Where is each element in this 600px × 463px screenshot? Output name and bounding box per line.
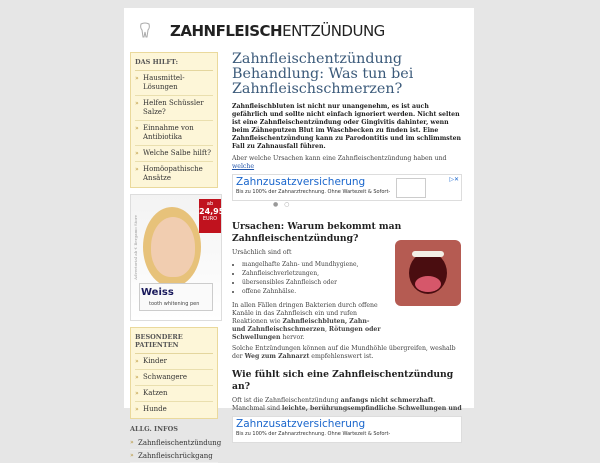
intro-link[interactable]: welche	[232, 163, 255, 170]
sidebar-link-homoeopathie[interactable]: » Homöopathische Ansätze	[135, 164, 213, 184]
paragraph-zahnarzt: Solche Entzündungen können auf die Mundhöhle übergreifen, weshalb der Weg zum Zahnarzt empfehlenswert ist.	[232, 345, 456, 360]
sidebar-link-entzuendung[interactable]: » Zahnfleischentzündung	[130, 437, 218, 450]
sidebar-box-title: DAS HILFT:	[135, 56, 213, 71]
sidebar-link-hausmittel[interactable]: » Hausmittel-Lösungen	[135, 73, 213, 96]
ad-title[interactable]: Zahnzusatzversicherung	[236, 418, 366, 430]
ad-banner-bottom[interactable]	[232, 416, 462, 443]
sidebar-box-patients	[130, 327, 218, 419]
intro-text: Aber welche Ursachen kann eine Zahnfleischentzündung haben und welche	[232, 155, 447, 170]
sidebar-ad-banner[interactable]	[130, 194, 225, 321]
ad-close-icon[interactable]: ▷✕	[449, 176, 459, 183]
sidebar-link-salbe[interactable]: » Welche Salbe hilft?	[135, 148, 213, 162]
ad-brand: Weiss	[141, 287, 174, 298]
site-header	[124, 8, 474, 52]
page-title: Zahnfleischentzündung Behandlung: Was tun bei Zahnfleischschmerzen?	[232, 51, 414, 97]
intro-bold: Zahnfleischbluten ist nicht nur unangenehm, es ist auch gefährlich und sollte nicht einfach ignoriert werden. Nicht selten ist eine Zahnfleischentzündung oder Gingivitis dahinter, wenn beim Zähneputzen Blut im Waschbecken zu finden ist. Eine Zahnfleischentzündung kann zu Parodontitis und im schlimmsten Fall zu Zahnausfall führen.	[232, 103, 462, 150]
page-container	[124, 8, 474, 460]
list-item: • übersensibles Zahnfleisch oder	[242, 278, 464, 287]
sidebar-box-title: BESONDERE PATIENTEN	[135, 331, 213, 354]
sidebar-box-help	[130, 52, 218, 188]
heading-gefuehl: Wie fühlt sich eine Zahnfleischentzündung an?	[232, 369, 454, 392]
sidebar-link-antibiotika[interactable]: » Einnahme von Antibiotika	[135, 123, 213, 146]
ad-description: Bis zu 100% der Zahnarztrechnung. Ohne Wartezeit & Sofort-	[236, 431, 391, 437]
ursachen-lead: Ursächlich sind oft	[232, 249, 292, 256]
list-item: • mangelhafte Zahn- und Mundhygiene,	[242, 260, 464, 269]
ad-title[interactable]: Zahnzusatzversicherung	[236, 176, 366, 188]
ad-model-face	[151, 217, 195, 277]
sidebar-link-hunde[interactable]: » Hunde	[135, 404, 213, 415]
ad-subtitle: tooth whitening pen	[149, 301, 200, 307]
sidebar-link-schuessler[interactable]: » Helfen Schüssler Salze?	[135, 98, 213, 121]
tooth-logo-icon	[139, 22, 151, 38]
sidebar	[124, 52, 225, 460]
ad-banner-top[interactable]	[232, 174, 462, 208]
sidebar-info	[124, 425, 224, 463]
sidebar-info-title: ALLG. INFOS	[130, 425, 178, 433]
paragraph-symptome: Oft ist die Zahnfleischentzündung anfangs nicht schmerzhaft. Manchmal sind leichte, berührungsempfindliche Schwellungen und	[232, 397, 462, 412]
heading-ursachen: Ursachen: Warum bekommt man Zahnfleischentzündung?	[232, 221, 402, 244]
sidebar-link-schwangere[interactable]: » Schwangere	[135, 372, 213, 386]
ad-price-ribbon: ab 24,95 EURO	[199, 199, 221, 233]
sidebar-link-rueckgang[interactable]: » Zahnfleischrückgang	[130, 450, 218, 463]
list-item: • Zahnfleischverletzungen,	[242, 269, 464, 278]
sidebar-link-katzen[interactable]: » Katzen	[135, 388, 213, 402]
open-mouth-photo	[395, 240, 461, 306]
ad-button[interactable]	[396, 178, 426, 198]
sidebar-link-kinder[interactable]: » Kinder	[135, 356, 213, 370]
ad-vertical-text: Advertorial ab € Bergamo Store	[133, 215, 138, 280]
paragraph-bakterien: In allen Fällen dringen Bakterien durch offene Kanäle in das Zahnfleisch ein und rufen Reaktionen wie Zahnfleischbluten, Zahn- und Zahnfleischschmerzen, Rötungen oder Schwellungen hervor.	[232, 302, 381, 341]
list-item: • offene Zahnhälse.	[242, 287, 464, 296]
ad-description: Bis zu 100% der Zahnarztrechnung. Ohne Wartezeit & Sofort-	[236, 189, 391, 195]
site-logo[interactable]: ZAHNFLEISCHENTZÜNDUNG	[170, 22, 385, 40]
ad-pagination-dots[interactable]: ● ○	[273, 201, 292, 208]
